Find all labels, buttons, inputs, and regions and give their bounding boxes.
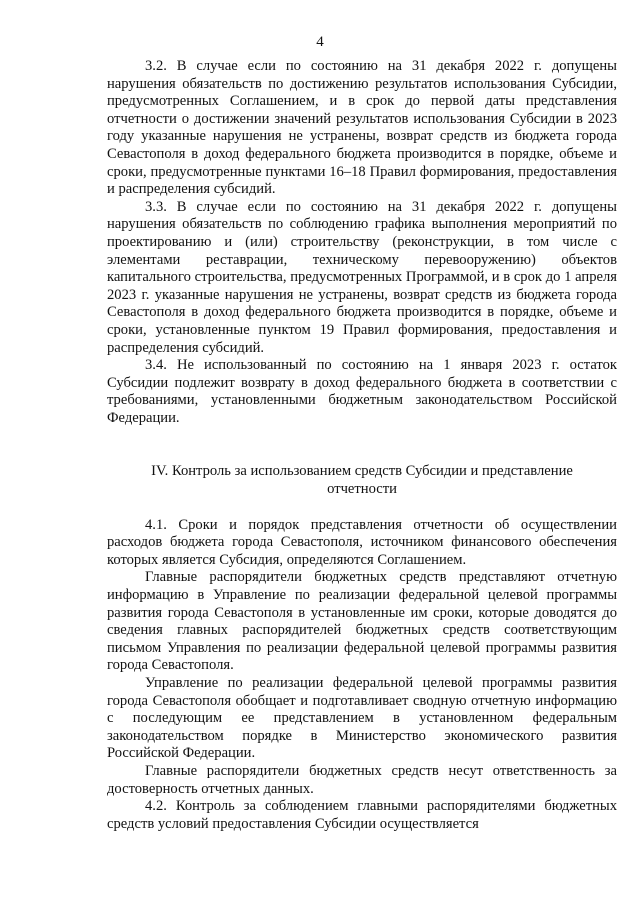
- paragraph-4-1-responsibility: Главные распорядители бюджетных средств несут ответственность за достоверность отчетных данных.: [107, 762, 617, 797]
- document-body: [107, 58, 617, 833]
- page-number: 4: [316, 34, 324, 50]
- paragraph-3-3: 3.3. В случае если по состоянию на 31 декабря 2022 г. допущены нарушения обязательств по соблюдению графика выполнения мероприятий по проектированию и (или) строительству (реконструкции, в том числе с элементами реставрации, техническому перевооружению) объектов капитального строительства, предусмотренных Программой, и в срок до 1 апреля 2023 г. указанные нарушения не устранены, возврат средств из бюджета города Севастополя в доход федерального бюджета производится в порядке, объеме и сроки, установленные пунктом 19 Правил формирования, предоставления и распределения субсидий.: [107, 198, 617, 356]
- section-heading-line-1: IV. Контроль за использованием средств Субсидии и представление: [151, 463, 573, 480]
- paragraph-4-2: 4.2. Контроль за соблюдением главными распорядителями бюджетных средств условий предоставления Субсидии осуществляется: [107, 798, 617, 832]
- section-heading-line-2: отчетности: [327, 481, 397, 498]
- paragraph-3-2: 3.2. В случае если по состоянию на 31 декабря 2022 г. допущены нарушения обязательств по достижению результатов использования Субсидии, предусмотренных Соглашением, и в срок до первой даты представления отчетности о достижении значений результатов использования Субсидии в 2023 году указанные нарушения не устранены, возврат средств из бюджета города Севастополя в доход федерального бюджета производится в порядке, объеме и сроки, предусмотренные пунктами 16–18 Правил формирования, предоставления и распределения субсидий.: [107, 58, 617, 198]
- paragraph-4-1-reporting: Главные распорядители бюджетных средств представляют отчетную информацию в Управление по реализации федеральной целевой программы развития города Севастополя в установленные им сроки, которые доводятся до сведения главных распорядителей бюджетных средств соответствующим письмом Управления по реализации федеральной целевой программы развития города Севастополя.: [107, 569, 617, 674]
- paragraph-4-1-summary: Управление по реализации федеральной целевой программы развития города Севастополя обобщает и подготавливает сводную отчетную информацию с последующим ее представлением в установленном федеральным законодательством порядке в Министерство экономического развития Российской Федерации.: [107, 675, 617, 762]
- paragraph-3-4: 3.4. Не использованный по состоянию на 1 января 2023 г. остаток Субсидии подлежит возврату в доход федерального бюджета в соответствии с требованиями, установленными бюджетным законодательством Российской Федерации.: [107, 357, 617, 426]
- paragraph-4-1: 4.1. Сроки и порядок представления отчетности об осуществлении расходов бюджета города Севастополя, источником финансового обеспечения которых является Субсидия, определяются Соглашением.: [107, 516, 617, 568]
- section-heading-iv: [107, 463, 617, 498]
